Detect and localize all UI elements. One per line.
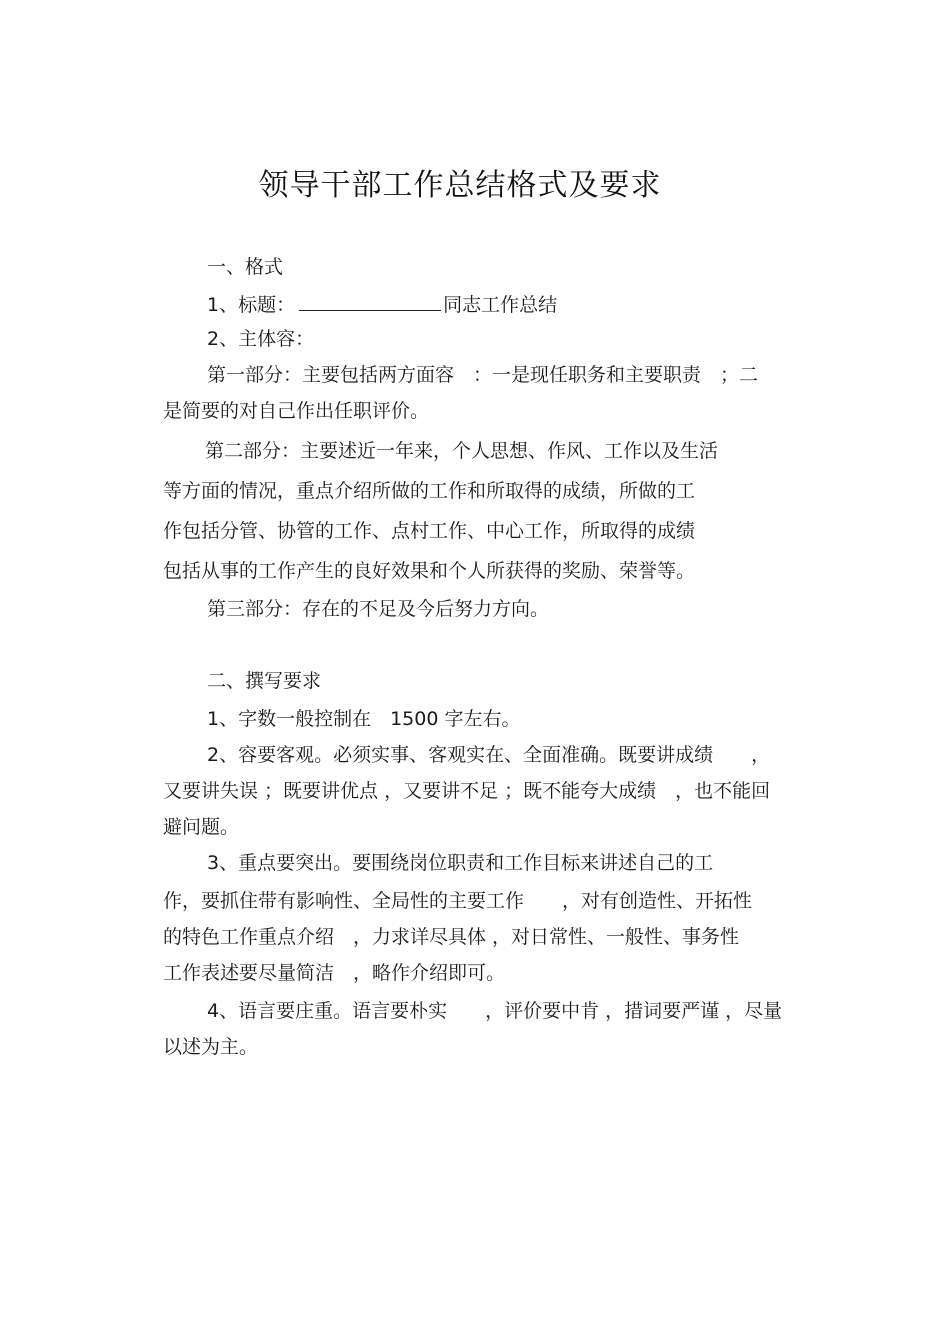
requirement-4-line2: 以述为主。 xyxy=(163,1036,259,1058)
title-suffix: 同志工作总结 xyxy=(443,294,558,316)
document-title: 领导干部工作总结格式及要求 xyxy=(258,168,662,203)
part3-line: 第三部分：存在的不足及今后努力方向。 xyxy=(207,598,550,620)
part2-line2: 等方面的情况，重点介绍所做的工作和所取得的成绩，所做的工 xyxy=(163,480,696,502)
requirement-3-line4: 工作表述要尽量简洁 ，略作介绍即可。 xyxy=(163,962,506,984)
part2-line1: 第二部分：主要述近一年来，个人思想、作风、工作以及生活 xyxy=(205,440,719,462)
part1-line1: 第一部分：主要包括两方面容 ：一是现任职务和主要职责 ；二 xyxy=(207,364,759,386)
requirement-3-line1: 3、重点要突出。要围绕岗位职责和工作目标来讲述自己的工 xyxy=(207,852,714,874)
requirement-2-line3: 避问题。 xyxy=(163,816,240,838)
requirement-3-line2: 作，要抓住带有影响性、全局性的主要工作 ，对有创造性、开拓性 xyxy=(163,890,753,912)
part2-line3: 作包括分管、协管的工作、点村工作、中心工作，所取得的成绩 xyxy=(163,520,696,542)
requirement-2-line2: 又要讲失误 ；既要讲优点 ，又要讲不足 ；既不能夸大成绩 ，也不能回 xyxy=(163,780,771,802)
part1-line2: 是简要的对自己作出任职评价。 xyxy=(163,400,430,422)
title-line xyxy=(207,290,557,318)
requirement-1: 1、字数一般控制在 1500 字左右。 xyxy=(207,708,521,730)
section1-heading: 一、格式 xyxy=(207,256,284,278)
requirement-2-line1: 2、容要客观。必须实事、客观实在、全面准确。既要讲成绩 ， xyxy=(207,744,771,766)
body-structure-label: 2、主体容： xyxy=(207,328,315,350)
requirement-4-line1: 4、语言要庄重。语言要朴实 ，评价要中肯 ，措词要严谨 ，尽量 xyxy=(207,1000,783,1022)
section2-heading: 二、撰写要求 xyxy=(207,670,322,692)
name-blank-underline xyxy=(299,290,441,311)
part2-line4: 包括从事的工作产生的良好效果和个人所获得的奖励、荣誉等。 xyxy=(163,560,696,582)
requirement-3-line3: 的特色工作重点介绍 ，力求详尽具体 ，对日常性、一般性、事务性 xyxy=(163,926,740,948)
title-label: 1、标题： xyxy=(207,294,296,316)
